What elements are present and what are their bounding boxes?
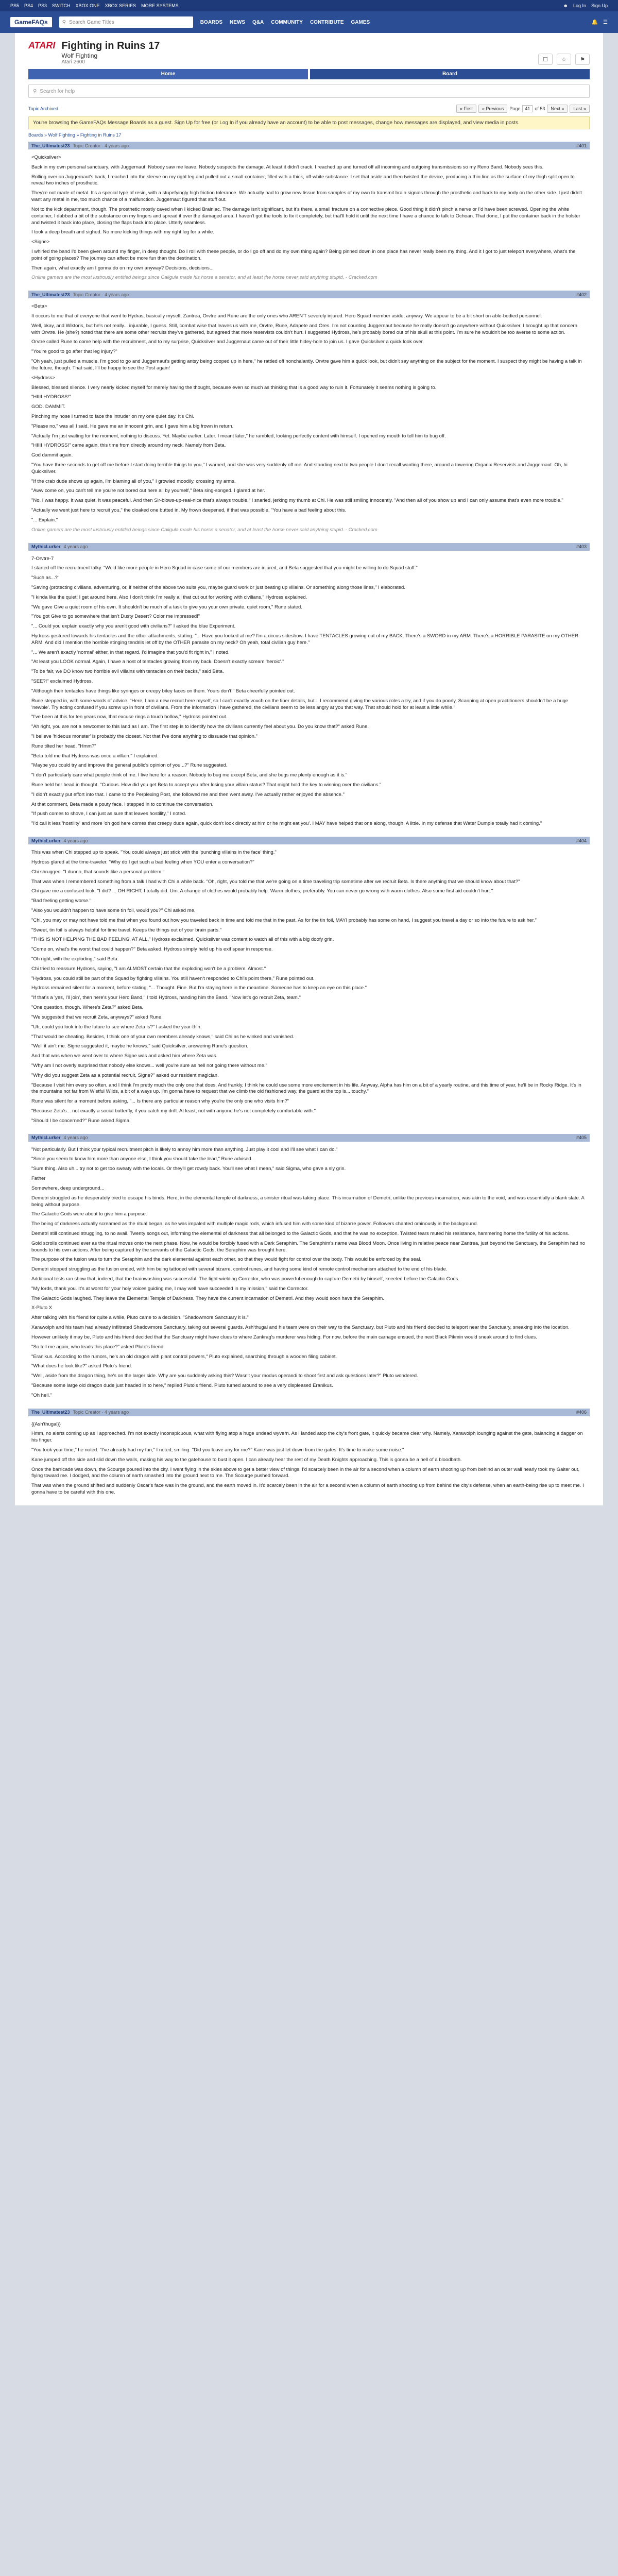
nav-boards[interactable]: BOARDS [200,19,223,25]
message-paragraph: Well, okay, and Wiktoris, but he's not really... injurable, I guess. Still, combat wise that leaves us with me, Orvtre, Rune, Adapete and Ores. I'm not counting Juggernaut because he really doesn't go anywhere without Quicksilver. I brought up that concern with Orvtre. He (she?) noted that there are some other recruits they've gathered, but agreed that more reservists couldn't hurt. I suggested Hydross, he's probably bored out of his skull at this point. I'm sure he wouldn't be too averse to some action. [31,323,577,335]
message-paragraph: "We gave Give a quiet room of his own. It shouldn't be much of a task to give you your own private, quiet room," Rune stated. [31,604,302,610]
help-search-input[interactable] [28,84,590,98]
message-paragraph: I started off the recruitment talky. "We'd like more people in Hero Squad in case some of our members are injured, and Beta suggested that you might be willing to do Squad stuff." [31,565,418,571]
main-navbar [0,11,618,33]
message-number[interactable]: #404 [576,838,587,843]
message-paragraph: That was when the ground shifted and suddenly Oscar's face was in the ground, and the earth moved in. It'd scarcely been in the air for a second when a column of earth shooting up from behind the city's defense, when an earth-being rise up to meet me. I gonna have to be careful with this one. [31,1483,584,1496]
message-paragraph: "To be fair, we DO know two horrible evil villains with tentacles on their backs," said Beta. [31,669,224,675]
message-paragraph: "Oh right, with the exploding," said Beta. [31,956,119,962]
message-body [28,1416,590,1505]
message-paragraph: Once the barricade was down, the Scourge poured into the city. I went flying in the skies above to get a better view of things. I'd scarcely been in the air for a second when a column of earth shooting up from behind an outer wall nearly took my Gaiter out, flying toward me. I dodged, and the column of earth smashed into the ground next to me. The Scourge pushed forward. [31,1466,580,1479]
message-header [28,142,590,149]
message-paragraph: <Signe> [31,239,50,245]
page-total: of 53 [535,106,545,111]
nav-contribute[interactable]: CONTRIBUTE [310,19,344,25]
login-link[interactable]: Log In [573,3,586,8]
section-tabs [28,69,590,79]
bookmark-icon[interactable]: ☐ [538,54,553,65]
message-timestamp: 4 years ago [63,1135,88,1141]
message-post [28,543,590,837]
message-timestamp: 4 years ago [63,544,88,549]
message-paragraph: Rolling over on Juggernaut's back, I reached into the sleeve on my right leg and pulled out a small container, filled with a thick, off-white substance. I set that aside and then twisted the device, producing a thin line as the surface of my thigh split open to reveal two inches of prosthetic. [31,174,575,187]
message-post [28,142,590,291]
message-paragraph: "Because some large old dragon dude just headed in to here," replied Pluto's friend. Pluto turned around to see a very displeased Eranikus. [31,1382,333,1388]
message-paragraph: "No. I was happy. It was quiet. It was peaceful. And then Sir-blows-up-real-nice that's always trouble," I snarled, jerking my thumb at Chi. He was still smiling innocently. "And then all of you show up and I can only assume that's even more trouble." [31,498,563,504]
message-paragraph: Somewhere, deep underground... [31,1185,105,1191]
message-paragraph: "If that's a 'yes, I'll join', then here's your Hero Band," I told Hydross, handing him the Band. "Now let's go recruit Zeta, team." [31,995,301,1001]
message-paragraph: Hydross glared at the time-traveler. "Why do I get such a bad feeling when YOU enter a conversation?" [31,859,254,865]
help-search-placeholder: Search for help [40,88,75,94]
message-author-link[interactable]: The_Ultimatest23 [31,143,70,148]
message-paragraph: "Since you seem to know him more than anyone else, I think you should take the lead," Rune advised. [31,1156,253,1162]
message-paragraph: They're not made of metal. It's a special type of resin, with a stupefyingly high friction tolerance. We actually had to grow new tissue from samples of my own to transmit brain signals through the prosthetic and back to my body on the other side. I just didn't want any metal in me, too much chance of a malfunction. Juggernaut figured that stuff out. [31,190,582,203]
message-paragraph: "Why did you suggest Zeta as a potential recruit, Signe?" asked our resident magician. [31,1072,219,1078]
nav-news[interactable]: NEWS [230,19,246,25]
message-paragraph: GOD. DAMMIT. [31,404,65,410]
message-body [28,551,590,837]
message-post [28,837,590,1134]
message-paragraph: "Bad feeling getting worse." [31,898,92,904]
message-paragraph: <Beta> [31,303,47,310]
message-paragraph: Rune tilted her head. "Hmm?" [31,743,96,749]
message-paragraph: "Why am I not overly surprised that nobody else knows... well you're sure as hell not going there without me." [31,1062,267,1069]
message-paragraph: {{Ash'thugal}} [31,1421,61,1427]
message-paragraph: "HIIII HYDROSS!" [31,394,71,400]
message-paragraph: The Galactic Gods laughed. They leave the Elemental Temple of Darkness. They have the current incarnation of Demetri. And they would soon have the Seraphim. [31,1295,384,1301]
message-paragraph: Blessed, blessed silence. I very nearly kicked myself for merely having the thought, because even so much as thinking that is a good way to ruin it. Fortunately it seems nothing is going to. [31,384,437,391]
notification-icon[interactable]: 🔔 [591,19,598,25]
platform-link-ps4[interactable]: PS4 [24,3,33,8]
message-timestamp: Topic Creator · 4 years ago [73,1410,129,1415]
message-paragraph: "I don't particularly care what people think of me. I live here for a reason. Nobody to bug me except Beta, and she bugs me plenty enough as it is." [31,772,348,778]
message-paragraph: "Uh, could you look into the future to see where Zeta is?" I asked the year-thin. [31,1024,202,1030]
board-subtitle: Wolf Fighting [61,52,98,59]
message-paragraph: "We suggested that we recruit Zeta, anyways?" asked Rune. [31,1014,163,1020]
message-paragraph: "HIIII HYDROSS!" came again, this time from directly around my neck. Namely from Beta. [31,443,226,449]
message-paragraph: Online gamers are the most lustrously entitled beings since Caligula made his horse a senator, and at least the horse never said anything stupid. - Cracked.com [31,527,377,533]
message-timestamp: Topic Creator · 4 years ago [73,143,129,148]
message-paragraph: "That would be cheating. Besides, I think one of your own members already knows," said Chi as he winked and vanished. [31,1033,294,1040]
game-header [15,33,603,69]
message-paragraph: "Well, aside from the dragon thing, he's on the larger side. Why are you suddenly asking this? Wasn't your modus operandi to shoot first and ask questions later?" Pluto wondered. [31,1373,418,1379]
message-body [28,844,590,1134]
message-paragraph: "One question, though. Where's Zeta?" asked Beta. [31,1005,144,1011]
message-paragraph: "I didn't exactly put effort into that. I came to the Perplexing Post, she followed me and then went away. I've actually rather enjoyed the absence." [31,791,345,798]
message-paragraph: <Hydross> [31,375,55,381]
header-actions [538,54,590,65]
message-author-link[interactable]: MythicLurker [31,838,61,843]
message-paragraph: "Ah right, you are not a newcomer to this land as I am. The first step is to identify how the civilians currently feel about you. Do you know that?" asked Rune. [31,724,369,730]
message-paragraph: X-Pluto X [31,1305,53,1311]
signup-link[interactable]: Sign Up [591,3,608,8]
message-paragraph: Demetri struggled as he desperately tried to escape his binds. Here, in the elemental temple of darkness, a sinister ritual was taking place. This incarnation of Demetri, unlike the previous incarnation, was akin to the void, and was essentially a blank slate. A being without purpose. [31,1195,585,1208]
message-paragraph: This was when Chi stepped up to speak. "You could always just stick with the 'punching villains in the face' thing." [31,850,277,856]
message-paragraph: Additional tests ran show that, indeed, that the brainwashing was successful. The light-wielding Corrector, who was powerful enough to capture Demetri by himself, kneeled before the Galactic Gods. [31,1276,459,1282]
nav-qa[interactable]: Q&A [252,19,264,25]
message-paragraph: "Also you wouldn't happen to have some tin foil, would you?" Chi asked me. [31,907,196,913]
message-paragraph: "I believe 'hideous monster' is probably the closest. Not that I've done anything to dissuade that opinion." [31,733,258,739]
message-paragraph: I took a deep breath and sighed. No more kicking things with my right leg for a while. [31,229,214,235]
nav-icons [592,20,608,25]
message-paragraph: "Because I visit him every so often, and I think I'm pretty much the only one that does. And frankly, I think he could use some more excitement in his life. Anyway, Alpha has him on a bit of a yearly routine, and this time of year, he'll be in Rocky Ridge. It's in the mountains not far from Wistful Wilds, a bit of a ways up. I'm gonna have to request that we climb the old fashioned way, the guard at the top is... touchy." [31,1082,581,1095]
message-paragraph: "Not particularly. But I think your typical recruitment pitch is likely to annoy him more than anything. Just play it cool and I'll see what I can do." [31,1146,338,1153]
message-paragraph: "Actually we went just here to recruit you," the cloaked one butted in. My frown deepened, if that was possible. "You have a bad feeling about this. [31,507,347,514]
message-paragraph: "I've been at this for ten years now, that excuse rings a touch hollow," Hydross pointed out. [31,714,228,720]
game-search-input[interactable] [59,16,193,28]
message-paragraph: "Such as...?" [31,575,60,581]
message-number[interactable]: #402 [576,292,587,297]
message-paragraph: Gold scrolls continued ever as the ritual moves onto the next phase. Now, he would be forcibly fused with a Dark Seraphim. The Seraphim's name was Blood Moon. Once living in relative peace near Zantrea, just beyond the Sanctuary, the Seraphim had no bounds to his own actions. After being captured by the servants of the Galactic Gods, the Seraphim was brought here. [31,1240,586,1253]
message-author-link[interactable]: The_Ultimatest23 [31,292,70,297]
message-paragraph: "Should I be concerned?" Rune asked Sigma. [31,1117,131,1124]
message-paragraph: "You took your time," he noted. "I've already had my fun," I noted, smiling. "Did you leave any for me?" Kane was just let down from the gates. It's time to make some noise." [31,1447,404,1453]
message-paragraph: "Come on, what's the worst that could happen?" Beta asked. Hydross simply held up his exif spear in response. [31,946,273,953]
message-paragraph: God dammit again. [31,452,73,459]
message-paragraph: Rune held her bead in thought. "Curious. How did you get Beta to accept you after losing your villain status? That might hold the key to winning over the civilians." [31,782,382,788]
first-page-button[interactable]: « First [456,105,476,113]
message-paragraph: I whirled the band I'd been given around my finger, in deep thought. Do I roll with these people, or do I go off and do my own thing again? Being pinned down in one place has never really been my thing. And it I got to just teleport everywhere, what's the point of going places? The journey can affect be more fun than the destination. [31,248,576,261]
message-paragraph: Demetri still continued struggling, to no avail. Twenty songs out, informing the elemental of darkness that all belonged to the Galactic Gods, and that he was no exception. Twisted tears muted his resistance, hammering home the futility of his actions. [31,1230,570,1236]
search-icon: ⚲ [62,19,66,25]
message-paragraph: "I kinda like the quiet! I get around here. Also I don't think I'm really all that cut out for working with civilians," Hydross explained. [31,594,307,600]
message-paragraph: "Because Zeta's... not exactly a social butterfly, if you catch my drift. At least, not with anyone he's not completely comfortable with." [31,1108,316,1114]
message-paragraph: "Sweet, tin foil is always helpful for time travel. Keeps the things out of your brain parts." [31,927,221,933]
platform-link-ps5[interactable]: PS5 [10,3,20,8]
message-list [15,142,603,1505]
message-paragraph: "... Explain." [31,517,58,523]
message-paragraph: Orvtre called Rune to come help with the recruitment, and to my surprise, Quicksilver and Juggernaut came out of their little hidey-hole to join us. I gave Quicksilver a quick look over. [31,339,424,345]
message-paragraph: Chi shrugged. "I dunno, that sounds like a personal problem." [31,869,165,875]
message-paragraph: It occurs to me that of everyone that went to Hydras, basically myself, Zantrea, Orvtre and Rune are the only ones who AREN'T severely injured. Hero Squad member aside, anyway. We appear to be a bit short on able-bodied personnel. [31,313,542,319]
message-paragraph: "At least you LOOK normal. Again, I have a host of tentacles growing from my back. Doesn't exactly scream 'heroic'." [31,659,284,665]
message-post [28,291,590,543]
message-paragraph: "I'd call it less 'hostility' and more 'oh god here comes that creepy dude again, quick don't look directly at him or he might eat you'. I MAY have helped that one along, though. A little. In my defense that Water Dumple totally had it coming." [31,821,542,827]
previous-page-button[interactable]: « Previous [478,105,508,113]
message-paragraph: The Galactic Gods were about to give him a purpose. [31,1211,147,1217]
message-paragraph: "My lords, thank you. It's at worst for your holy voices guiding me, I may well have succeeded in my mission," said the Corrector. [31,1285,309,1292]
message-paragraph: "So tell me again, who leads this place?" asked Pluto's friend. [31,1344,165,1350]
menu-icon[interactable]: ☰ [603,19,608,25]
message-paragraph: Hydross gestured towards his tentacles and the other attachments, stating, "... Have you looked at me? I'm a circus sideshow. I have TENTACLES growing out of my BACK. There's a SWORD in my ARM. There's a HORRIBLE PARASITE on my OTHER ARM. And did I mention the horrible stinging tendrils let off by the OTHER parasite on my neck? Oh yeah, total civilian guy here." [31,633,578,646]
page-title: Fighting in Ruins 17 [61,40,160,52]
message-paragraph: "Hydross, you could still be part of the Squad by fighting villains. You still haven't responded to Chi's point there," Rune pointed out. [31,975,315,981]
message-paragraph: Chi tried to reassure Hydross, saying, "I am ALMOST certain that the exploding won't be a problem. Almost." [31,965,266,972]
message-paragraph: Back in my own personal sanctuary, with Juggernaut. Nobody saw me leave. Nobody suspects the damage. At least it didn't crack. I reached up and turned off all incoming and outgoing transmissions so my Reno Band. Nobody sees this. [31,164,544,170]
message-paragraph: The purpose of the fusion was to turn the Seraphim and the dark elemental against each other, so that they would fight for control over the body. This would be enforced by the seal. [31,1257,421,1263]
message-header [28,1134,590,1142]
message-paragraph: "You're good to go after that leg injury?" [31,349,117,355]
message-header [28,291,590,298]
main-nav-links [200,20,370,25]
search-icon: ⚲ [33,88,37,94]
message-paragraph: Father [31,1176,46,1182]
tab-board[interactable]: Board [310,69,590,79]
message-number[interactable]: #405 [576,1135,587,1141]
brand-logo: ATARI [28,40,56,50]
platform-link-more-systems[interactable]: MORE SYSTEMS [141,3,179,8]
favorite-icon[interactable]: ☆ [557,54,571,65]
platform-link-ps3[interactable]: PS3 [38,3,47,8]
message-header [28,837,590,844]
nav-community[interactable]: COMMUNITY [271,19,303,25]
message-paragraph: Kane jumped off the side and slid down the walls, making his way to the gatehouse to bust it open. I can already hear the rest of my Death Knights approaching. This is gonna be a hell of a bloodbath. [31,1456,462,1463]
message-number[interactable]: #406 [576,1410,587,1415]
message-timestamp: 4 years ago [63,838,88,843]
message-paragraph: "Although their tentacles have things like syringes or creepy bitey faces on them. Yours don't!" Beta cheerfully pointed out. [31,688,295,694]
message-paragraph: That was when I remembered something from a talk I had with Chi a while back. "Oh, right, you told me that we're going on a time traveling trip sometime after we recruit Beta. Is there anything that we should know about that?" [31,878,520,885]
message-post [28,1409,590,1505]
message-paragraph: Demetri stopped struggling as the fusion ended, with him being tattooed with several bizarre, control runes, and having some kind of remote control mechanism attached to the end of his blade. [31,1266,448,1273]
message-author-link[interactable]: The_Ultimatest23 [31,1410,70,1415]
message-paragraph: The being of darkness actually screamed as the ritual began, as he was impaled with multiple magic rods, which infused him with some kind of bizarre power. Followers chanted ominously in the background. [31,1221,478,1227]
message-paragraph: "Maybe you could try and improve the general public's opinion of you...?" Rune suggested. [31,762,228,769]
message-author-link[interactable]: MythicLurker [31,544,61,549]
message-paragraph: "Sure thing. Also uh... try not to get too sweaty with the locals. Or they'll get rowdy back. You'll see what I mean," said Sigma, who gave a sly grin. [31,1166,346,1172]
top-platform-bar [0,0,618,11]
guest-notice: You're browsing the GameFAQs Message Boards as a guest. Sign Up for free (or Log In if you already have an account) to be able to post messages, change how messages are displayed, and view media in posts. [28,116,590,129]
page-container [15,33,603,1505]
message-paragraph: Not to the kick department, though. The prosthetic mostly caved when I kicked Brainiac. The damage isn't significant, but it's there, a small fracture on a connective piece. Good thing it didn't pinch a nerve or I'd have been screwed. Opening the white container, I dabbed a bit of the substance on my fingers and spread it over the damaged area. I haven't got the tools to fix it completely, but that'll hold it until the next time I have a chance to talk to Ochoan. That done, I put the container back in the holster and twisted it back into place, closing the flaps back into place. Utterly seamless. [31,206,580,226]
message-paragraph: "If the crab dude shows up again, I'm blaming all of you," I growled moodily, crossing my arms. [31,478,236,484]
message-paragraph: "Actually I'm just waiting for the moment, nothing to discuss. Yet. Maybe earlier. Later. I meant later," he rambled, looking perfectly content with himself. I opened my mouth to tell him to bug off. [31,433,446,439]
message-paragraph: Rune stepped in, with some words of advice. "Here, I am a new recruit here myself, so I can't exactly vouch on the finer details, but... I recommend giving the various roles a try, and if you do poorly, Scanning at open practitioners shouldn't be a huge 'newbie'. Try acting confused if you screw up in front of civilians. From the information I have gathered, the civilians seem to be less angry at you that way. That should hold for at least a little while." [31,698,569,710]
message-paragraph: "Aww come on, you can't tell me you're not bored out here all by yourself," Beta sing-songed. I glared at her. [31,488,265,494]
next-page-button[interactable]: Next » [547,105,568,113]
message-paragraph: "THIS IS NOT HELPING THE BAD FEELING. AT ALL," Hydross exclaimed. Quicksilver was content to watch all of this with a big doofy grin. [31,937,334,943]
message-timestamp: Topic Creator · 4 years ago [73,292,129,297]
message-paragraph: "You got Give to go somewhere that isn't Dusty Desert? Color me impressed!" [31,614,200,620]
message-paragraph: After talking with his friend for quite a while, Pluto came to a decision. "Shadowmore Sanctuary it is." [31,1315,249,1321]
message-paragraph: Hydross remained silent for a moment, before stating, "... Thought. Fine. But I'm staying here in the meantime. Someone has to keep an eye on this place." [31,985,367,991]
platform-link-xbox-series[interactable]: XBOX SERIES [105,3,136,8]
message-paragraph: However unlikely it may be, Pluto and his friend decided that the Sanctuary might have clues to where Zankrag's murderer was hiding. For now, before the main carnage ensued, the next Black Pikmin would sneak around to find clues. [31,1334,537,1340]
message-paragraph: "... We aren't exactly 'normal' either, in that regard. I'd imagine that you'd fit right in," I noted. [31,649,230,655]
page-label: Page [509,106,521,111]
site-logo[interactable]: GameFAQs [10,17,52,27]
platform-link-switch[interactable]: SWITCH [52,3,71,8]
message-paragraph: "Oh hell." [31,1392,52,1398]
message-paragraph: Pinching my nose I turned to face the intruder on my one quiet day. It's Chi. [31,413,194,419]
message-paragraph: Hmm, no alerts coming up as I approached. I'm not exactly inconspicuous, what with flying atop a huge undead wyvern. As I landed atop the city's front gate, it quickly became clear why. Namely, Xarawolph lounging against the gate, balancing a dagger on his finger. [31,1431,583,1444]
game-search-placeholder: Search Game Titles [69,19,114,25]
message-body [28,1142,590,1409]
message-paragraph: 7-Orvtre-7 [31,555,54,562]
message-paragraph: "Saving (protecting civilians, adventuring, or, if neither of the above two suits you, maybe guard work or just beating up villains. Or something along those lines," I elaborated. [31,584,405,590]
message-author-link[interactable]: MythicLurker [31,1135,61,1141]
message-paragraph: "What does he look like?" asked Pluto's friend. [31,1363,132,1369]
platform-link-xbox-one[interactable]: XBOX ONE [75,3,100,8]
message-paragraph: "Eranikus. According to the rumors, he's an old dragon with plant control powers," Pluto explained, searching through a wooden filing cabinet. [31,1353,337,1360]
message-header [28,543,590,551]
message-number[interactable]: #403 [576,544,587,549]
message-paragraph: Chi gave me a confused look. "I did? ... OH RIGHT, I totally did. Um. A change of clothes would probably help. Warm clothes, preferably. You can never go wrong with warm clothes. Also some first aid couldn't hurt." [31,888,493,894]
message-paragraph: "SEE?!" exclaimed Hydross. [31,679,93,685]
message-number[interactable]: #401 [576,143,587,148]
platform-label: Atari 2600 [61,59,85,65]
message-paragraph: Online gamers are the most lustrously entitled beings since Caligula made his horse a senator, and at least the horse never said anything stupid. - Cracked.com [31,275,377,281]
message-paragraph: "Beta told me that Hydross was once a villain." I explained. [31,753,159,759]
message-header [28,1409,590,1416]
nav-games[interactable]: GAMES [351,19,370,25]
message-post [28,1134,590,1409]
game-title-block [61,40,160,65]
tab-home[interactable]: Home [28,69,308,79]
message-paragraph: Then again, what exactly am I gonna do on my own anyway? Decisions, decisions... [31,265,214,271]
message-paragraph: "You have three seconds to get off me before I start doing terrible things to you," I warned, and she was very suddenly off me. And standing next to two people I don't recall wanting there, around a towering Organix Reservists and Juggernaut. Oh, hi Quicksilver. [31,462,568,474]
message-body [28,298,590,543]
user-icon: ☻ [563,3,568,8]
message-paragraph: "Well it ain't me. Signe suggested it, maybe he knows," said Quicksilver, answering Rune's question. [31,1043,249,1049]
message-paragraph: At that comment, Beta made a pouty face. I stepped in to continue the conversation. [31,801,214,807]
message-paragraph: And that was when we went over to where Signe was and asked him where Zeta was. [31,1053,218,1059]
last-page-button[interactable]: Last » [570,105,590,113]
topic-status: Topic Archived [28,106,59,111]
pagination-bar [28,103,590,114]
message-paragraph: Rune was silent for a moment before asking, "... Is there any particular reason why you're the only one who visits him?" [31,1098,289,1105]
message-paragraph: <Quicksilver> [31,155,61,160]
breadcrumb[interactable]: Boards » Wolf Fighting » Fighting in Ruins 17 [28,132,122,138]
message-paragraph: "If push comes to shove, I can just as sure that leaves hostility," I noted. [31,811,186,817]
page-select[interactable]: 41 [522,105,533,112]
message-paragraph: Xarawolph and his team had already infiltrated Shadowmore Sanctuary, taking out several guards. Ash'thugal and his team were on their way to the Sanctuary, but Pluto and his friend decided to teleport near the Sanctuary, sneaking into the location. [31,1325,570,1331]
message-paragraph: "Oh yeah, just pulled a muscle. I'm good to go and Juggernaut's getting antsy being cooped up in here," he rattled off nonchalantly. Orvtre gave him a quick look, but didn't say anything on the subject for the moment. I suspect they might be having a talk in the future, though. That said, I'll be happy to see the Post again! [31,359,582,371]
message-paragraph: "Chi, you may or may not have told me that when you found out how you traveled back in time and told me that in the past. As for the tin foil, MAYI probably has some on hand, I suggest you travel a day or so into the future to ask her." [31,917,537,923]
message-paragraph: "Please no," was all I said. He gave me an innocent grin, and I gave him a big frown in return. [31,423,234,429]
message-paragraph: "... Could you explain exactly why you aren't good with civilians?" I asked the blue Experiment. [31,623,236,630]
message-body [28,149,590,291]
alert-icon[interactable]: ⚑ [575,54,590,65]
